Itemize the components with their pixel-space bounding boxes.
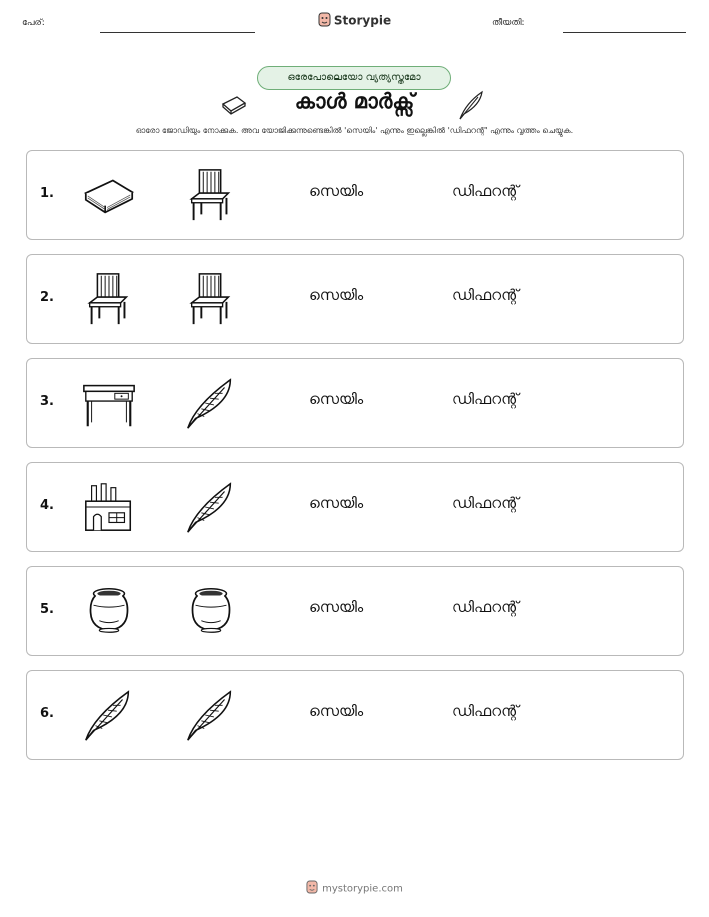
brand-name: Storypie	[333, 13, 392, 28]
same-option[interactable]: സെയിം	[309, 182, 364, 200]
date-label: തീയതി:	[492, 18, 525, 28]
row-number: 1.	[40, 186, 54, 201]
same-option[interactable]: സെയിം	[309, 598, 364, 616]
footer-site[interactable]: mystorypie.com	[322, 883, 403, 895]
name-line[interactable]	[100, 32, 255, 33]
pot-icon	[182, 582, 240, 640]
worksheet-subtitle: ഒരേപോലെയോ വ്യത്യസ്തമോ	[257, 66, 451, 90]
quill-icon	[182, 686, 240, 744]
different-option[interactable]: ഡിഫറന്റ്	[452, 598, 519, 616]
worksheet-row	[26, 150, 684, 240]
row-number: 3.	[40, 394, 54, 409]
different-option[interactable]: ഡിഫറന്റ്	[452, 702, 519, 720]
factory-icon	[80, 478, 138, 536]
same-option[interactable]: സെയിം	[309, 390, 364, 408]
row-number: 4.	[40, 498, 54, 513]
quill-icon	[182, 374, 240, 432]
different-option[interactable]: ഡിഫറന്റ്	[452, 182, 519, 200]
different-option[interactable]: ഡിഫറന്റ്	[452, 494, 519, 512]
worksheet-row	[26, 566, 684, 656]
desk-icon	[80, 374, 138, 432]
storypie-logo-icon	[318, 12, 331, 30]
footer	[0, 880, 709, 897]
row-number: 6.	[40, 706, 54, 721]
worksheet-row	[26, 670, 684, 760]
row-number: 5.	[40, 602, 54, 617]
same-option[interactable]: സെയിം	[309, 286, 364, 304]
instructions: ഓരോ ജോഡിയും നോക്കുക. അവ യോജിക്കുന്നുണ്ടെങ്കിൽ 'സെയിം' എന്നും ഇല്ലെങ്കിൽ 'ഡിഫറന്റ്' എന്നും വൃത്തം ചെയ്യുക.	[135, 126, 574, 135]
date-line[interactable]	[563, 32, 686, 33]
storypie-logo-icon	[306, 880, 318, 897]
chair-icon	[80, 270, 138, 328]
worksheet-row	[26, 358, 684, 448]
different-option[interactable]: ഡിഫറന്റ്	[452, 286, 519, 304]
chair-icon	[182, 166, 240, 224]
worksheet-row	[26, 462, 684, 552]
same-option[interactable]: സെയിം	[309, 494, 364, 512]
row-number: 2.	[40, 290, 54, 305]
quill-icon	[80, 686, 138, 744]
name-label: പേര്:	[22, 18, 45, 28]
worksheet-row	[26, 254, 684, 344]
chair-icon	[182, 270, 240, 328]
brand	[0, 12, 709, 30]
quill-icon	[456, 89, 486, 125]
different-option[interactable]: ഡിഫറന്റ്	[452, 390, 519, 408]
same-option[interactable]: സെയിം	[309, 702, 364, 720]
pot-icon	[80, 582, 138, 640]
quill-icon	[182, 478, 240, 536]
page-title: കാൾ മാർക്സ്	[294, 89, 415, 113]
book-icon	[80, 166, 138, 224]
